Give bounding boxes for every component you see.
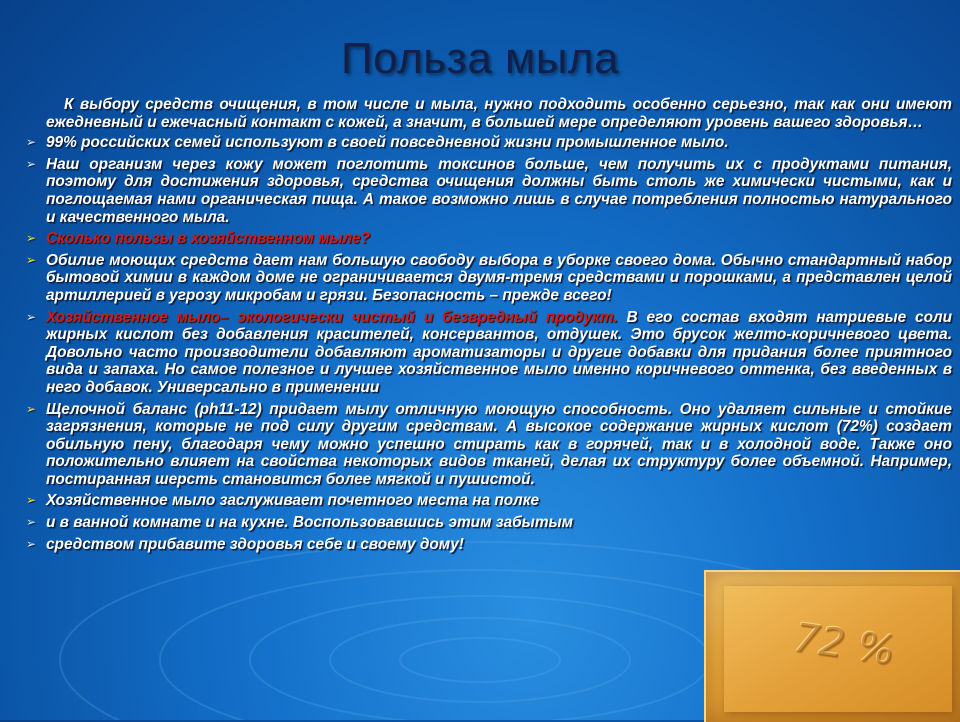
arrow-bullet-icon: ➢ [26, 401, 37, 416]
list-item-heading: ➢ Сколько пользы в хозяйственном мыле? [26, 230, 370, 248]
arrow-bullet-icon: ➢ [26, 493, 37, 508]
arrow-bullet-icon: ➢ [26, 536, 37, 551]
arrow-bullet-icon: ➢ [26, 515, 37, 530]
slide-body [26, 96, 952, 557]
arrow-bullet-icon: ➢ [26, 252, 37, 267]
soap-bar-image [704, 570, 960, 722]
soap-bar-face [724, 586, 952, 712]
list-item: ➢ и в ванной комнате и на кухне. Воспользовавшись этим забытым [26, 514, 574, 532]
arrow-bullet-icon: ➢ [26, 135, 37, 150]
slide-title: Польза мыла [340, 34, 620, 83]
soap-stamp-text: 72 % [791, 615, 899, 675]
arrow-bullet-icon: ➢ [26, 156, 37, 171]
list-item: ➢ Обилие моющих средств дает нам большую свободу выбора в уборке своего дома. Обычно стандартный набор бытовой химии в каждом доме не ограничивается двумя-тремя средствами и порошками, а представлен целой артиллерией в угрозу микробам и грязи. Безопасность – прежде всего! [26, 251, 952, 304]
arrow-bullet-icon: ➢ [26, 309, 37, 324]
list-item: ➢ 99% российских семей используют в своей повседневной жизни промышленное мыло. [26, 134, 729, 152]
arrow-bullet-icon: ➢ [26, 231, 37, 246]
list-item: ➢ Хозяйственное мыло заслуживает почетного места на полке [26, 492, 540, 510]
list-item: ➢ Хозяйственное мыло– экологически чистый и безвредный продукт. В его состав входят натриевые соли жирных кислот без добавления красителей, консервантов, отдушек. Это брусок желто-коричневого цвета. Довольно часто производители добавляют ароматизаторы и другие добавки для придания более приятного вида и запаха. Но самое полезное и лучшее хозяйственное мыло именно коричневого оттенка, без введенных в него добавок. Универсально в применении [26, 308, 952, 396]
list-item: ➢ Наш организм через кожу может поглотить токсинов больше, чем получить их с продуктами питания, поэтому для достижения здоровья, средства очищения должны быть столь же химически чистыми, как и поглощаемая нами органическая пища. А такое возможно лишь в случае потребления полностью натурального и качественного мыла. [26, 155, 952, 226]
list-item: ➢ Щелочной баланс (ph11-12) придает мылу отличную моющую способность. Оно удаляет сильные и стойкие загрязнения, которые не под силу другим средствам. А высокое содержание жирных кислот (72%) создает обильную пену, благодаря чему можно успешно стирать как в горячей, так и в холодной воде. Также оно положительно влияет на свойства некоторых видов тканей, делая их структуру более объемной. Например, постиранная шерсть становится более мягкой и пушистой. [26, 400, 952, 488]
intro-paragraph: К выбору средств очищения, в том числе и мыла, нужно подходить особенно серьезно, так как они имеют ежедневный и ежечасный контакт с кожей, а значит, в большей мере определяют уровень вашего здоровья… [46, 96, 952, 131]
highlight-text: Хозяйственное мыло– экологически чистый и безвредный продукт. [46, 308, 618, 326]
list-item: ➢ средством прибавите здоровья себе и своему дому! [26, 535, 464, 553]
